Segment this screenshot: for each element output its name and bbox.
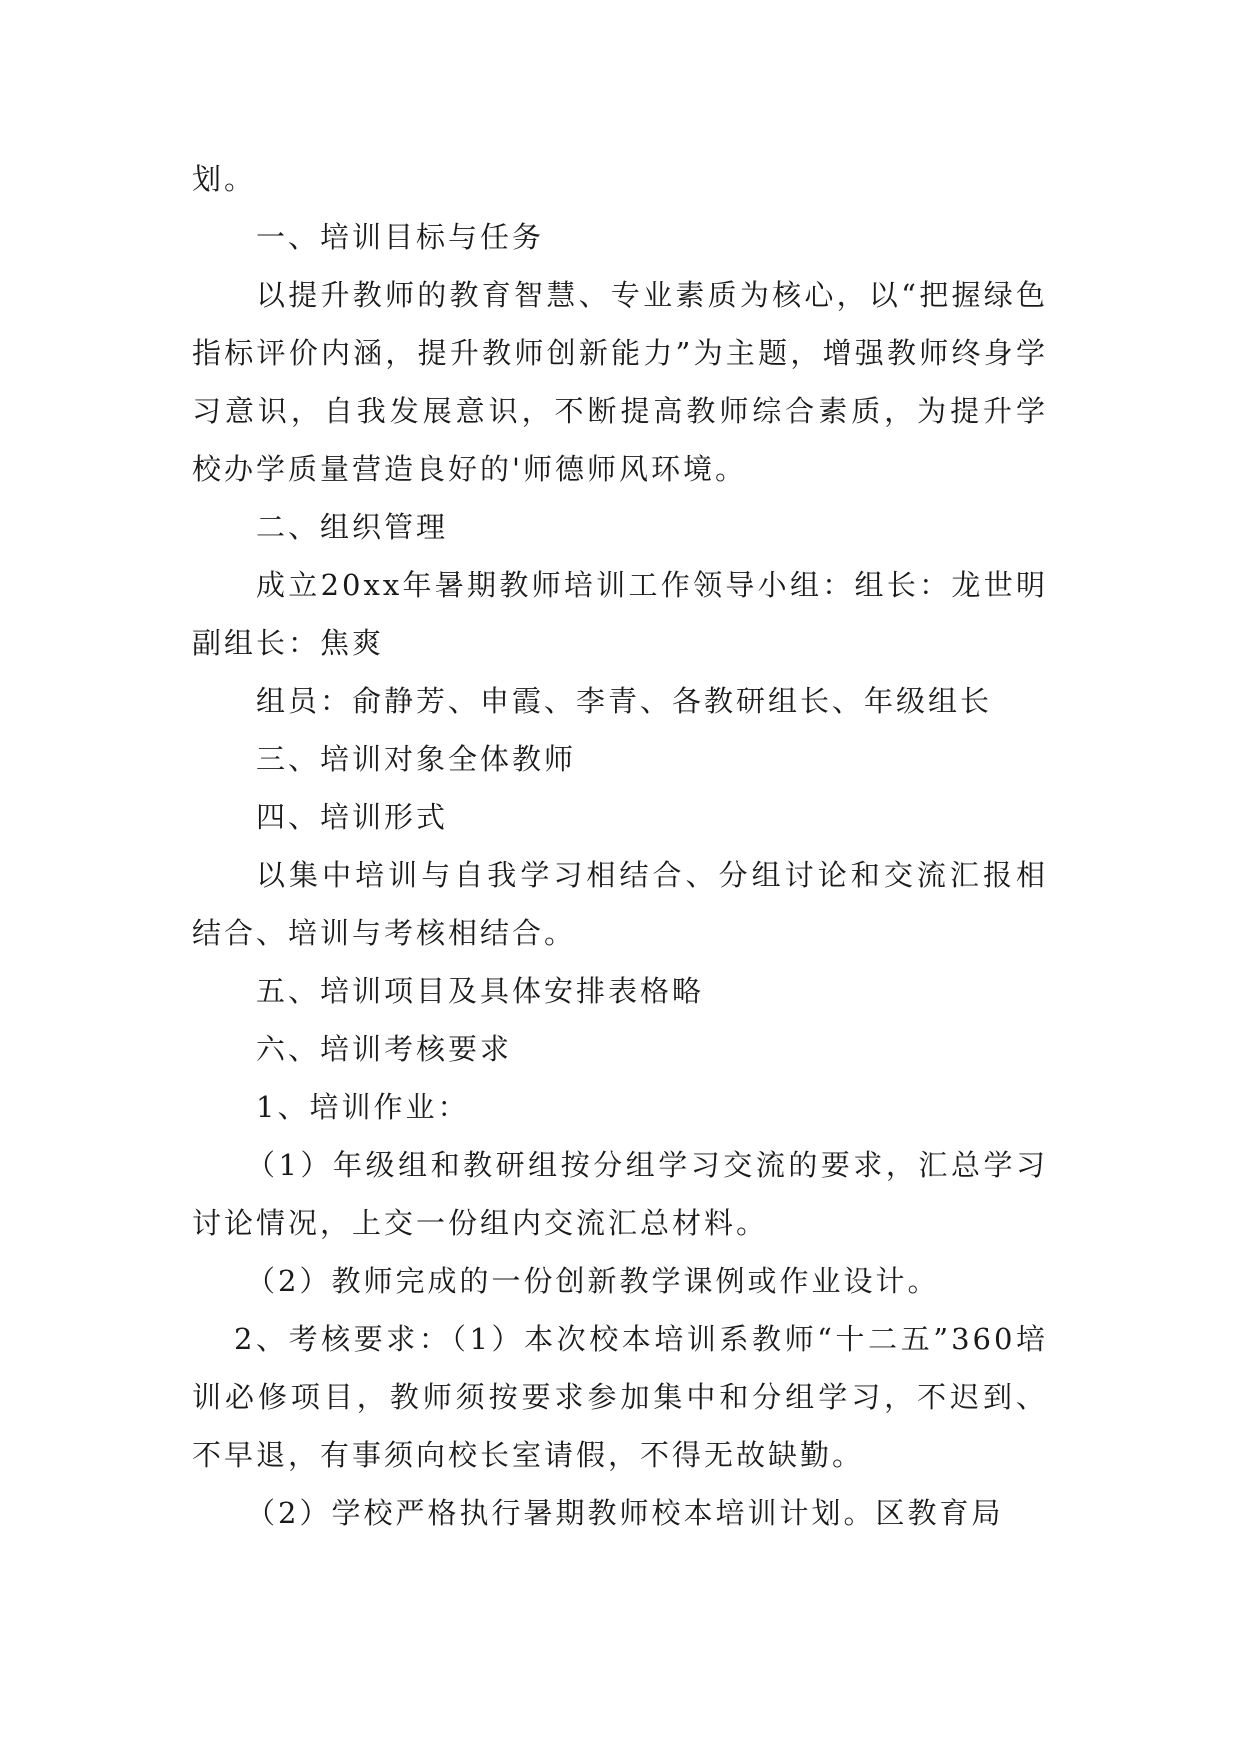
paragraph-assignment-1: （1）年级组和教研组按分组学习交流的要求，汇总学习讨论情况，上交一份组内交流汇总材料。: [192, 1148, 1048, 1240]
section-heading-schedule: 五、培训项目及具体安排表格略: [256, 974, 705, 1008]
paragraph-members: 组员：俞静芳、申霞、李青、各教研组长、年级组长: [256, 684, 993, 718]
section-heading-goals: 一、培训目标与任务: [256, 220, 545, 254]
paragraph-continuation: 划。: [192, 162, 257, 196]
section-heading-organization: 二、组织管理: [256, 510, 449, 544]
section-heading-format: 四、培训形式: [256, 800, 449, 834]
paragraph-assessment-2: （2）学校严格执行暑期教师校本培训计划。区教育局: [246, 1496, 1004, 1530]
paragraph-format: 以集中培训与自我学习相结合、分组讨论和交流汇报相结合、培训与考核相结合。: [192, 858, 1048, 950]
document-page: [192, 150, 1048, 1542]
paragraph-assessment-requirements: 2、考核要求：（1）本次校本培训系教师“十二五”360培训必修项目，教师须按要求参加集中和分组学习，不迟到、不早退，有事须向校长室请假，不得无故缺勤。: [192, 1322, 1048, 1472]
section-heading-assessment: 六、培训考核要求: [256, 1032, 513, 1066]
paragraph-leadership: 成立20xx年暑期教师培训工作领导小组：组长：龙世明副组长：焦爽: [192, 568, 1048, 660]
paragraph-goals: 以提升教师的教育智慧、专业素质为核心，以“把握绿色指标评价内涵，提升教师创新能力”为主题，增强教师终身学习意识，自我发展意识，不断提高教师综合素质，为提升学校办学质量营造良好的'师德师风环境。: [192, 278, 1048, 486]
subheading-assignments: 1、培训作业：: [256, 1090, 470, 1124]
paragraph-assignment-2: （2）教师完成的一份创新教学课例或作业设计。: [246, 1264, 940, 1298]
section-heading-audience: 三、培训对象全体教师: [256, 742, 577, 776]
